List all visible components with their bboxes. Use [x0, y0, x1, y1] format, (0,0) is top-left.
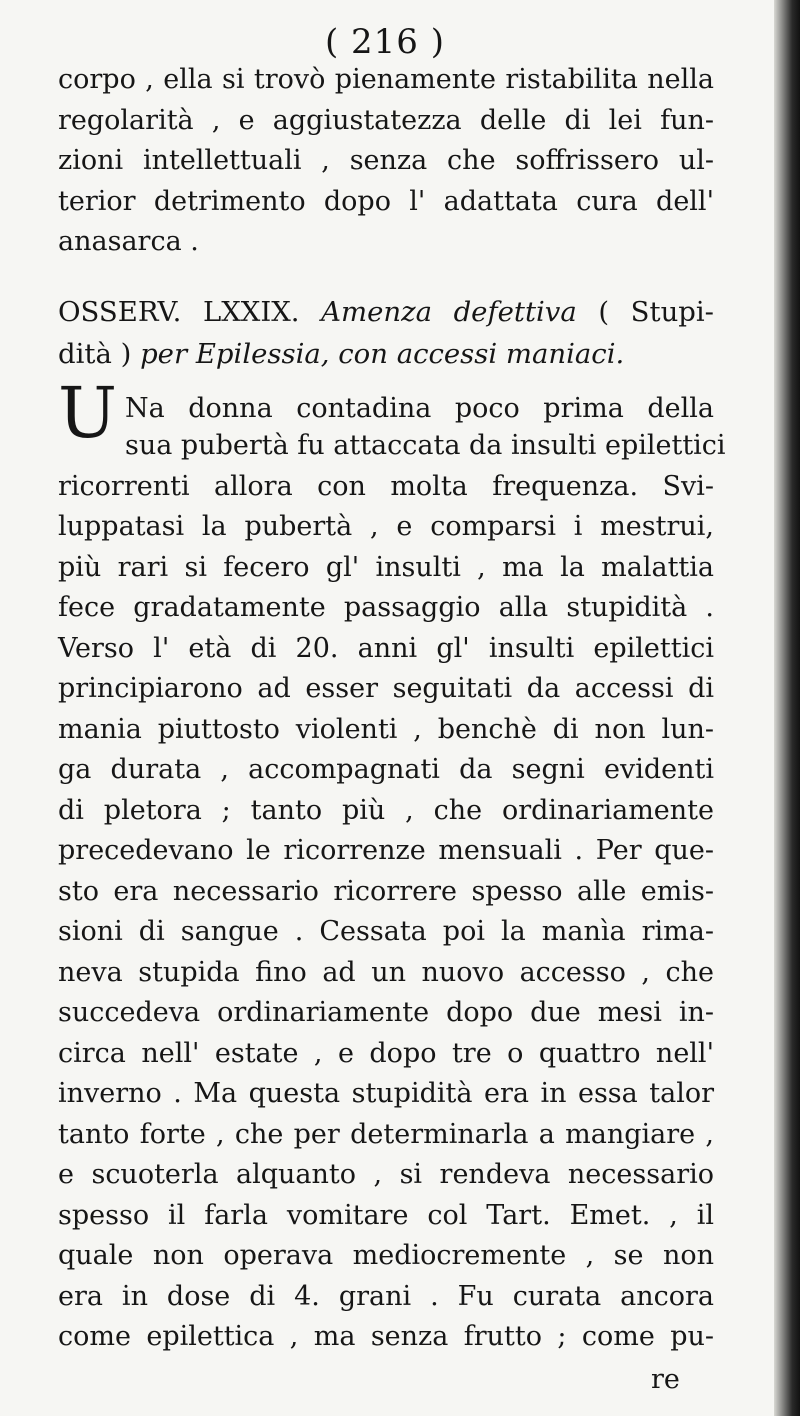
text-line: luppatasi la pubertà , e comparsi i mestrui, [58, 511, 714, 542]
drop-cap: U [58, 372, 117, 454]
observation-body [58, 372, 726, 1358]
first-line-text: Na donna contadina poco prima della [125, 393, 714, 424]
page-number: ( 216 ) [324, 22, 446, 62]
heading-line [58, 333, 714, 375]
text-line: Verso l' età di 20. anni gl' insulti epilettici [58, 632, 714, 664]
text-line: anasarca . [58, 226, 199, 257]
text-line: terior detrimento dopo l' adattata cura dell' [58, 185, 714, 217]
observation-subtitle: per Epilessia, con accessi maniaci. [140, 338, 625, 370]
text-line: principiarono ad esser seguitati da accessi di [58, 673, 714, 704]
text-line: era in dose di 4. grani . Fu curata ancora [58, 1280, 714, 1312]
observation-heading [58, 291, 714, 375]
text-line: neva stupida fino ad un nuovo accesso , che [58, 956, 714, 988]
text-line: inverno . Ma questa stupidità era in essa talor [58, 1078, 714, 1109]
heading-line [58, 291, 714, 333]
text-line: tanto forte , che per determinarla a mangiare , [58, 1118, 714, 1150]
text-line: zioni intellettuali , senza che soffrissero ul- [58, 145, 714, 176]
text-line: ricorrenti allora con molta frequenza. Svi- [58, 470, 714, 502]
text-line: fece gradatamente passaggio alla stupidità . [58, 592, 714, 623]
text-line: regolarità , e aggiustatezza delle di lei fun- [58, 104, 714, 136]
observation-title: Amenza defettiva [321, 296, 577, 328]
observation-paren-end: dità ) [58, 338, 132, 370]
text-line: spesso il farla vomitare col Tart. Emet. , il [58, 1199, 714, 1231]
text-line: sua pubertà fu attaccata da insulti epilettici [125, 430, 726, 461]
observation-label: OSSERV. LXXIX. [58, 296, 300, 328]
observation-paren: ( Stupi- [598, 296, 714, 328]
text-line: sto era necessario ricorrere spesso alle emis- [58, 875, 714, 907]
text-line: più rari si fecero gl' insulti , ma la malattia [58, 551, 714, 583]
text-line: succedeva ordinariamente dopo due mesi in- [58, 997, 714, 1028]
text-line: precedevano le ricorrenze mensuali . Per que- [58, 835, 714, 866]
text-line: come epilettica , ma senza frutto ; come pu- [58, 1321, 714, 1352]
text-line: circa nell' estate , e dopo tre o quattro nell' [58, 1037, 714, 1069]
text-line: quale non operava mediocremente , se non [58, 1240, 714, 1271]
text-line: mania piuttosto violenti , benchè di non lun- [58, 713, 714, 745]
catchword: re [651, 1364, 680, 1395]
text-line: corpo , ella si trovò pienamente ristabilita nella [58, 64, 714, 95]
text-line: e scuoterla alquanto , si rendeva necessario [58, 1159, 714, 1190]
text-line: di pletora ; tanto più , che ordinariamente [58, 794, 714, 826]
page-edge-shadow [774, 0, 800, 1416]
text-line: sioni di sangue . Cessata poi la manìa rima- [58, 916, 714, 947]
continuation-paragraph [58, 60, 714, 263]
text-line: ga durata , accompagnati da segni evidenti [58, 754, 714, 785]
